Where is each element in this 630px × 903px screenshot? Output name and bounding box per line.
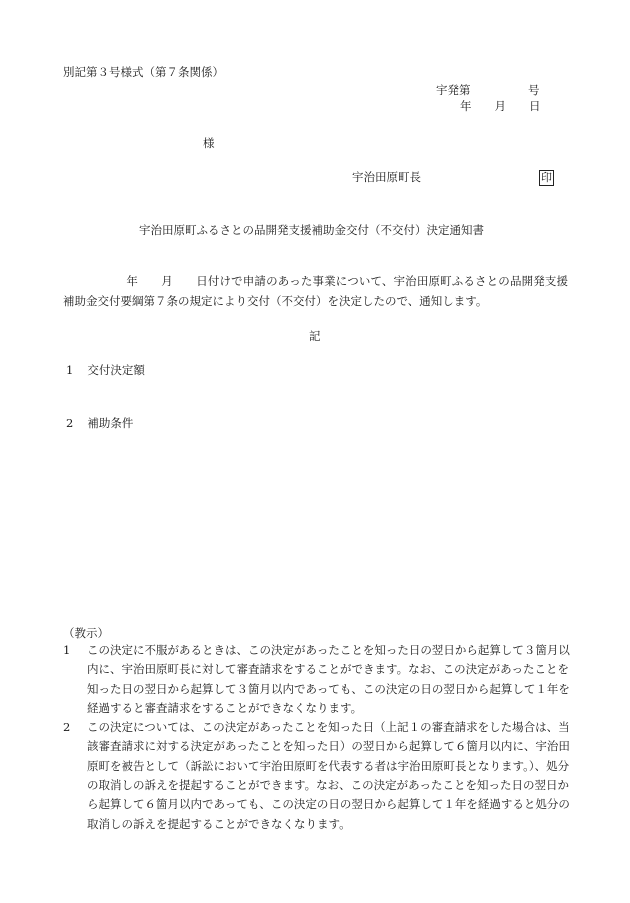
notice-list [63,641,571,834]
section-1 [66,365,145,377]
document-title: 宇治田原町ふるさとの品開発支援補助金交付（不交付）決定通知書 [139,223,484,237]
ki-heading: 記 [309,329,321,343]
issuer-name: 宇治田原町長 [352,170,421,184]
notice-heading: （教示） [63,626,109,640]
notice-number: 2 [63,720,71,735]
addressee-suffix: 様 [203,136,215,150]
body-paragraph [63,272,568,311]
notice-number: 1 [63,643,71,657]
section-number: 2 [66,416,74,430]
notice-text: この決定については、この決定があったことを知った日（上記１の審査請求をした場合は、当該審査請求に対する決定があったことを知った日）の翌日から起算して６箇月以内に、宇治田原町を被告として（訴訟において宇治田原町を代表する者は宇治田原町長となります。）、処分の取消しの訴えを提起することができます。なお、この決定があったことを知った日の翌日から起算して６箇月以内であっても、この決定の日の翌日から起算して１年を経過すると処分の取消しの訴えを提起することができなくなります。 [87,720,570,831]
notice-text: この決定に不服があるときは、この決定があったことを知った日の翌日から起算して３箇月以内に、宇治田原町長に対して審査請求をすることができます。なお、この決定があったことを知った日の翌日から起算して３箇月以内であっても、この決定の日の翌日から起算して１年を経過すると審査請求をすることができなくなります。 [87,643,570,715]
document-number: 宇発第 号 [436,83,540,97]
section-number: 1 [66,363,74,377]
body-text: 年 月 日付けで申請のあった事業について、宇治田原町ふるさとの品開発支援補助金交付要綱第７条の規定により交付（不交付）を決定したので、通知します。 [63,274,568,308]
section-label: 交付決定額 [87,363,145,377]
section-label: 補助条件 [87,416,134,430]
date-line: 年 月 日 [460,99,541,113]
section-2 [66,418,133,430]
notice-item [63,718,571,834]
seal-mark: 印 [541,171,552,184]
form-header: 別記第３号様式（第７条関係） [63,65,224,79]
notice-item [63,641,571,718]
seal-stamp [539,170,554,186]
